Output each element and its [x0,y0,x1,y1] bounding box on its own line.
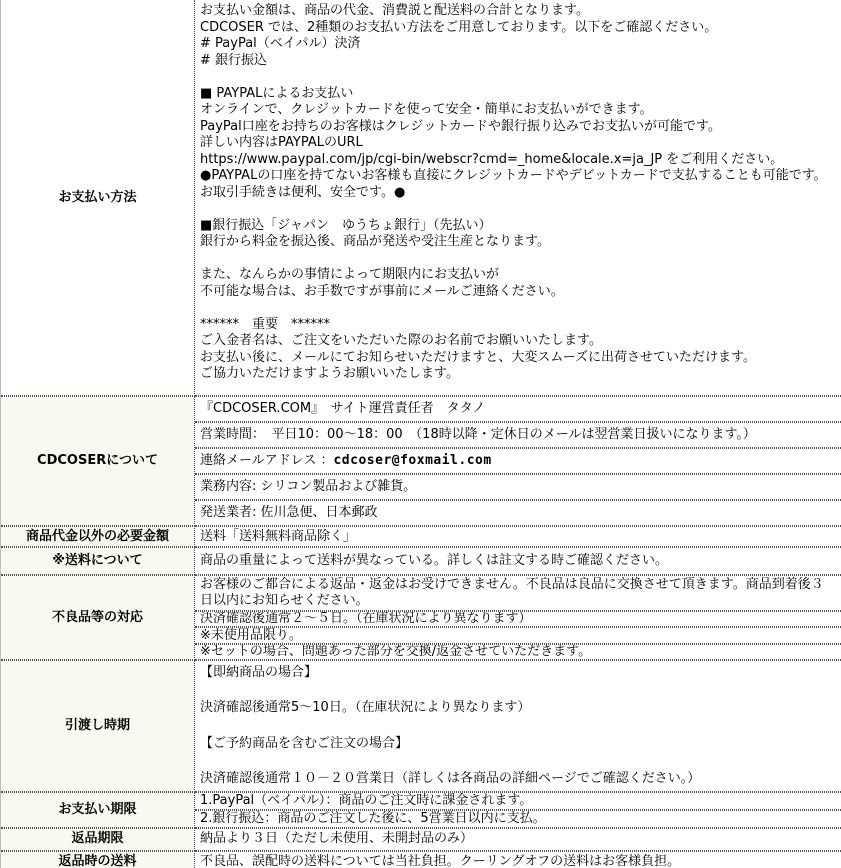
text-line: # PayPal（ベイパル）決済 [200,36,361,51]
text-line: 銀行から料金を振込後、商品が発送や受注生産となります。 [200,234,550,249]
section-defective-handling [1,575,841,660]
email-address: cdcoser@foxmail.com [333,453,492,468]
return-deadline-text: 納品より３日（ただし未使用、未開封品のみ） [200,831,474,847]
business-content-row [195,474,841,500]
shipping-note-row [195,547,841,575]
payment-method-text [195,0,841,396]
shipping-carrier-row [195,500,841,526]
section-return-deadline [1,828,841,851]
defect-exchange-time-text: 決済確認後通常２～５日。（在庫状況により異なります） [200,611,532,627]
defect-policy-text: お客様のご都合による返品・返金はお受けできません。不良品は良品に交換させて頂きます。商品到着後３日以内にお知らせください。 [200,577,824,608]
business-hours-row [195,422,841,448]
shipping-note-header: ※送料について [1,547,195,575]
defective-handling-header: 不良品等の対応 [1,575,195,660]
text-line: お取引手続きは便利、安全です。● [200,184,406,200]
return-shipping-row [195,851,841,868]
text-line: 詳しい内容はPAYPALのURL [200,135,363,150]
set-exchange-text: ※セットの場合、問題あった部分を交換/返金させていただきます。 [200,643,592,659]
section-extra-charges [1,526,841,547]
text-line: 【ご予約商品を含むご注文の場合】 [200,735,409,751]
text-line: ご入金者名は、ご注文をいただいた際のお名前でお願いいたします。 [200,333,602,348]
payment-method-header: お支払い方法 [1,0,195,396]
text-line: また、なんらかの事情によって期限内にお支払いが [200,267,500,282]
business-hours-text: 営業時間： 平日10：00～18：00 （18時以降・定休日のメールは翌営業日扱いになります。） [200,427,756,442]
bank-deadline-text: 2.銀行振込：商品のご注文した後に、5営業日以内に支払。 [200,810,546,826]
business-content-text: 業務内容: シリコン製品および雑貨。 [200,479,417,494]
return-shipping-header: 返品時の送料 [1,851,195,868]
text-line: CDCOSER では、2種類のお支払い方法をご用意しております。以下をご確認ください。 [200,19,718,35]
unused-only-row [195,627,841,643]
delivery-time-text [195,660,841,792]
blank-line [200,717,836,735]
contact-email-row [195,448,841,474]
defect-exchange-time-row [195,611,841,627]
text-line: # 銀行振込 [200,52,268,68]
paypal-url-text: https://www.paypal.com/jp/cgi-bin/webscr?cmd=_home&locale.x=ja_JP をご利用ください。 [200,151,784,167]
text-line: ご協力いただけますようお願いいたします。 [200,366,459,381]
set-exchange-row [195,644,841,660]
text-line: 決済確認後通常5～10日。（在庫状況により異なります） [200,700,531,716]
section-payment-method [1,0,841,396]
payment-method-body [195,0,841,396]
about-cdcoser-header: CDCOSERについて [1,396,195,526]
text-line: ●PAYPALの口座を持てないお客様も直接にクレジットカードやデビットカードで支払することも可能です。 [200,168,827,183]
text-line: 【即納商品の場合】 [200,665,318,680]
about-cdcoser-body [195,396,841,526]
section-payment-deadline [1,792,841,828]
blank-line [200,201,836,218]
blank-line [200,69,836,86]
text-line: オンラインで、クレジットカードを使って安全・簡単にお支払いができます。 [200,102,653,117]
blank-line [200,682,836,700]
section-delivery-time [1,660,841,792]
section-about-cdcoser [1,396,841,526]
shipping-carrier-text: 発送業者: 佐川急便、日本郵政 [200,505,378,520]
text-line: ■銀行振込「ジャパン ゆうちょ銀行」（先払い） [200,217,492,233]
text-line: 決済確認後通常１０－２０営業日（詳しくは各商品の詳細ページでご確認ください。） [200,771,701,787]
text-line: お支払い金額は、商品の代金、消費説と配送料の合計となります。 [200,3,589,18]
defect-policy-row [195,575,841,611]
important-notice-line: ****** 重要 ****** [200,316,331,332]
contact-email-label: 連絡メールアドレス ： [200,453,334,468]
delivery-time-header: 引渡し時期 [1,660,195,792]
shipping-fee-text: 送料「送料無料商品除く」 [200,528,357,544]
return-shipping-text: 不良品、誤配時の送料については当社負担。クーリングオフの送料はお客様負担。 [200,854,681,868]
paypal-deadline-text: 1.PayPal（ベイパル）：商品のご注文時に課金されます。 [200,792,533,808]
extra-charges-header: 商品代金以外の必要金額 [1,526,195,547]
text-line: 不可能な場合は、お手数ですが事前にメールご連絡ください。 [200,283,564,299]
bank-deadline-row [195,810,841,828]
shipping-fee-row [195,526,841,547]
site-operator-text: 『CDCOSER.COM』 サイト運営責任者 タタノ [200,401,486,416]
blank-line [200,251,836,268]
blank-line [200,752,836,770]
return-deadline-row [195,828,841,851]
paypal-deadline-row [195,792,841,810]
unused-only-text: ※未使用品限り。 [200,627,302,643]
site-operator-row [195,396,841,422]
shipping-note-text: 商品の重量によって送料が異なっている。詳しくは註文する時ご確認ください。 [200,553,669,568]
text-line: ■ PAYPALによるお支払い [200,85,354,101]
text-line: PayPal口座をお持ちのお客様はクレジットカードや銀行振り込みでお支払いが可能です。 [200,118,721,134]
text-line: お支払い後に、メールにてお知らせいただけますと、大変スムーズに出荷させていただけます。 [200,349,757,365]
payment-deadline-header: お支払い期限 [1,792,195,828]
section-shipping-note [1,547,841,575]
return-deadline-header: 返品期限 [1,828,195,851]
blank-line [200,300,836,317]
section-return-shipping [1,851,841,868]
